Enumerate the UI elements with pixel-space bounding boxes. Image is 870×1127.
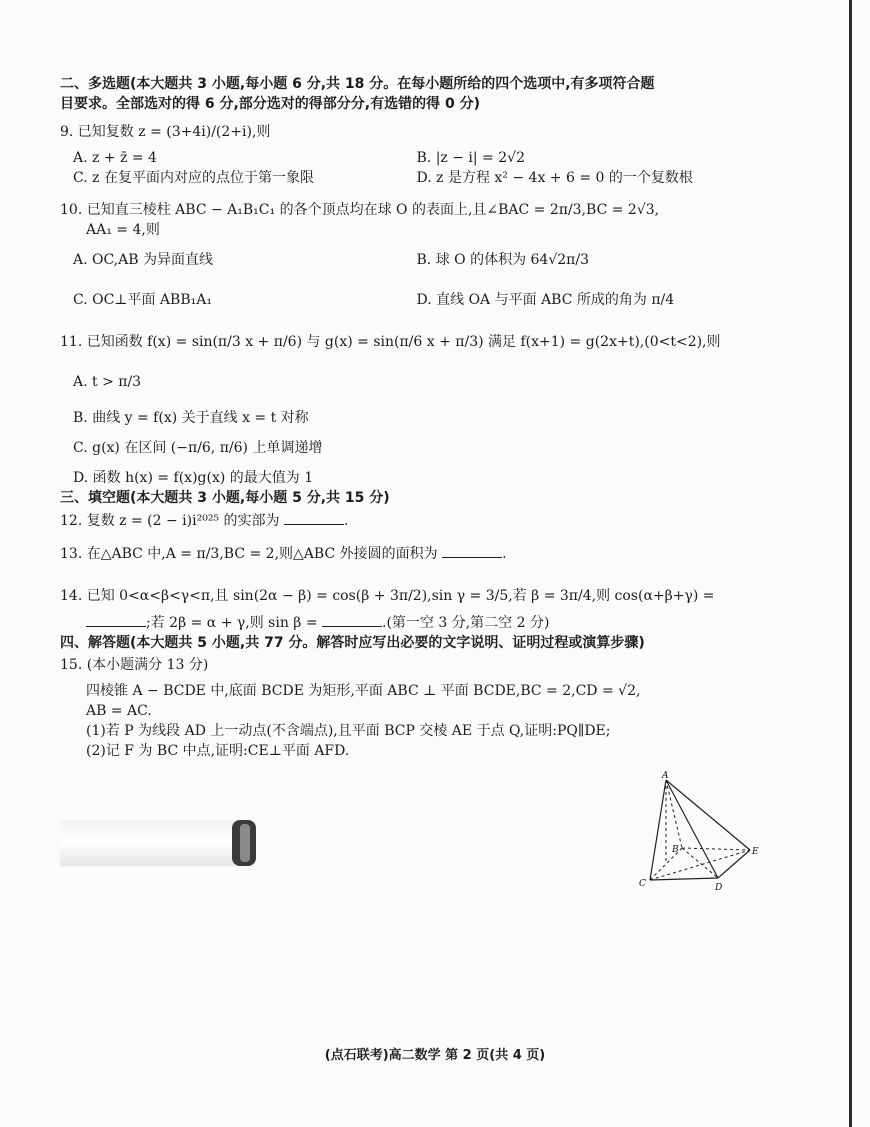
question-9-option-c: C. z 在复平面内对应的点位于第一象限 <box>73 170 314 186</box>
question-10-option-d: D. 直线 OA 与平面 ABC 所成的角为 π/4 <box>416 292 675 308</box>
exam-content <box>60 74 760 761</box>
question-9-option-d: D. z 是方程 x² − 4x + 6 = 0 的一个复数根 <box>416 170 693 186</box>
question-14-text: 14. 已知 0<α<β<γ<π,且 sin(2α − β) = cos(β + 3π/2),sin γ = 3/5,若 β = 3π/4,则 cos(α+β+γ) = <box>60 588 715 604</box>
question-14-mid: ;若 2β = α + γ,则 sin β = <box>146 615 318 631</box>
question-12-period: . <box>343 513 349 529</box>
question-10-option-c: C. OC⊥平面 ABB₁A₁ <box>73 292 212 308</box>
page-footer: (点石联考)高二数学 第 2 页(共 4 页) <box>324 1048 546 1063</box>
question-15-stem: 15. (本小题满分 13 分) <box>60 657 209 673</box>
figure-label-d: D <box>715 883 723 893</box>
scan-artifact-marker <box>60 814 260 874</box>
question-9-option-b: B. |z − i| = 2√2 <box>416 150 525 166</box>
page-edge-shadow <box>849 0 852 1127</box>
pyramid-figure <box>632 768 772 898</box>
question-10-stem-cont: AA₁ = 4,则 <box>86 222 160 238</box>
question-13-period: . <box>502 546 507 562</box>
question-13-text: 13. 在△ABC 中,A = π/3,BC = 2,则△ABC 外接圆的面积为 <box>60 546 438 562</box>
question-13 <box>60 543 760 564</box>
question-14-blank-2 <box>322 612 382 627</box>
question-14 <box>60 586 760 633</box>
question-15-line-1: 四棱锥 A − BCDE 中,底面 BCDE 为矩形,平面 ABC ⊥ 平面 BCDE,BC = 2,CD = √2, <box>86 683 641 699</box>
question-11-stem: 11. 已知函数 f(x) = sin(π/3 x + π/6) 与 g(x) = sin(π/6 x + π/3) 满足 f(x+1) = g(2x+t),(0<t<2),则 <box>60 334 721 350</box>
question-12-blank <box>284 510 344 525</box>
question-13-blank <box>442 543 502 558</box>
figure-label-e: E <box>752 847 759 857</box>
question-9-stem: 9. 已知复数 z = (3+4i)/(2+i),则 <box>60 124 271 140</box>
figure-label-c: C <box>639 879 646 889</box>
question-9-option-a: A. z + z̄ = 4 <box>73 150 157 166</box>
question-15-part-2: (2)记 F 为 BC 中点,证明:CE⊥平面 AFD. <box>86 743 350 759</box>
question-10-stem: 10. 已知直三棱柱 ABC − A₁B₁C₁ 的各个顶点均在球 O 的表面上,且∠BAC = 2π/3,BC = 2√3, <box>60 202 660 218</box>
question-11-option-d: D. 函数 h(x) = f(x)g(x) 的最大值为 1 <box>73 470 314 486</box>
question-10-option-b: B. 球 O 的体积为 64√2π/3 <box>416 252 589 268</box>
question-11-option-b: B. 曲线 y = f(x) 关于直线 x = t 对称 <box>73 410 309 426</box>
question-15 <box>60 655 760 761</box>
question-12 <box>60 510 760 531</box>
question-12-text: 12. 复数 z = (2 − i)i²⁰²⁵ 的实部为 <box>60 513 280 529</box>
question-10-option-a: A. OC,AB 为异面直线 <box>73 252 213 268</box>
question-14-post: .(第一空 3 分,第二空 2 分) <box>382 615 550 631</box>
section-fill-in-heading: 三、填空题(本大题共 3 小题,每小题 5 分,共 15 分) <box>60 490 390 506</box>
question-15-part-1: (1)若 P 为线段 AD 上一动点(不含端点),且平面 BCP 交棱 AE 于点 Q,证明:PQ∥DE; <box>86 723 611 739</box>
question-11-option-a: A. t > π/3 <box>73 374 142 390</box>
section-solution-heading: 四、解答题(本大题共 5 小题,共 77 分。解答时应写出必要的文字说明、证明过程或演算步骤) <box>60 635 645 651</box>
section-multiple-choice-heading: 二、多选题(本大题共 3 小题,每小题 6 分,共 18 分。在每小题所给的四个选项中,有多项符合题 <box>60 76 655 92</box>
question-15-line-2: AB = AC. <box>86 703 152 719</box>
question-10 <box>60 200 760 310</box>
question-9 <box>60 122 760 188</box>
figure-label-b: B <box>672 845 679 855</box>
question-11 <box>60 332 760 488</box>
pyramid-diagram <box>632 768 772 898</box>
question-11-option-c: C. g(x) 在区间 (−π/6, π/6) 上单调递增 <box>73 440 323 456</box>
figure-label-a: A <box>662 771 669 781</box>
question-14-blank-1 <box>86 612 146 627</box>
section-multiple-choice-heading-cont: 目要求。全部选对的得 6 分,部分选对的得部分分,有选错的得 0 分) <box>60 96 481 112</box>
